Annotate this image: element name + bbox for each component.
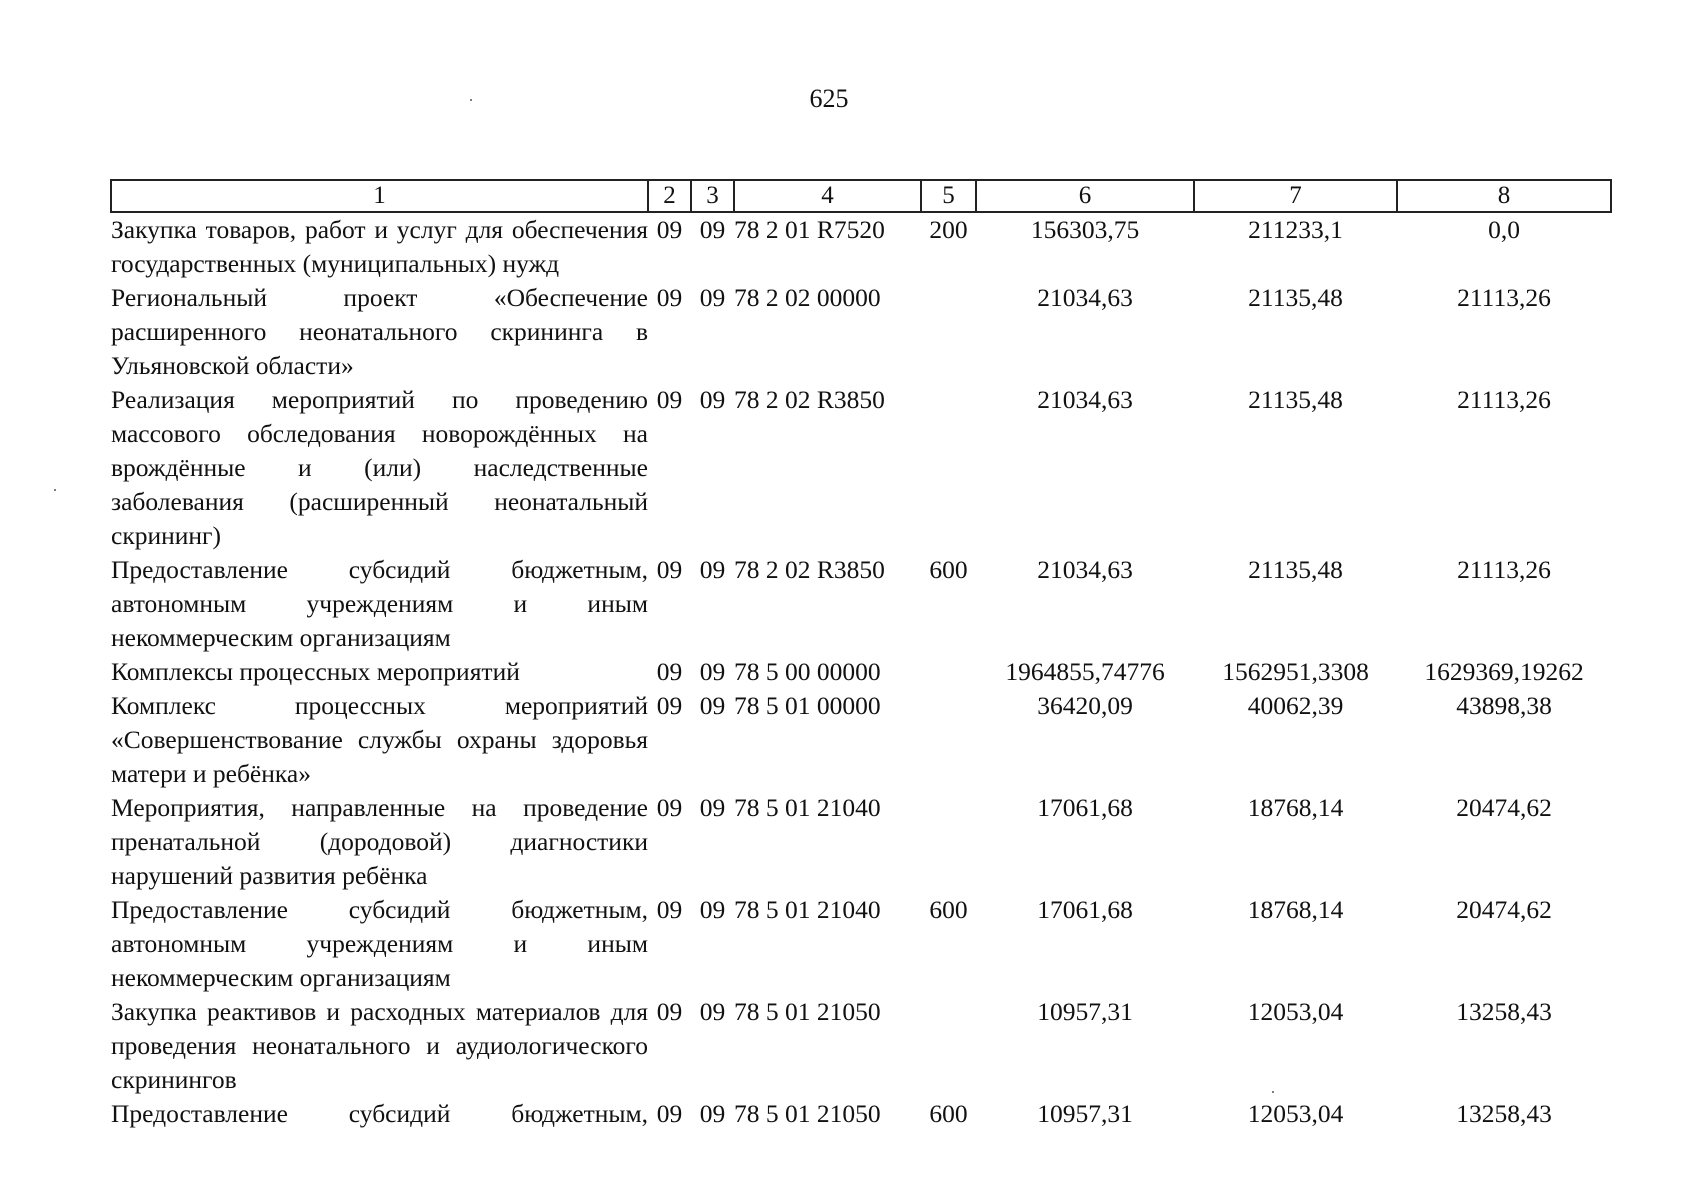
- row-amount-col8: 13258,43: [1456, 997, 1552, 1026]
- row-subsection: 09: [699, 657, 726, 686]
- row-expense-type: 600: [929, 895, 968, 924]
- row-amount-col6: 17061,68: [1037, 793, 1133, 822]
- row-target-code: 78 5 00 00000: [734, 657, 881, 686]
- row-name: Закупка товаров, работ и услуг для обеспечения государственных (муниципальных) нужд: [111, 215, 648, 278]
- row-amount-col6: 17061,68: [1037, 895, 1133, 924]
- row-amount-col6: 10957,31: [1037, 1099, 1133, 1128]
- row-target-code: 78 5 01 21050: [734, 997, 881, 1026]
- row-target-code: 78 5 01 21040: [734, 895, 881, 924]
- table-row: [111, 791, 1611, 893]
- row-name: Комплексы процессных мероприятий: [111, 657, 520, 686]
- row-amount-col6: 21034,63: [1037, 385, 1133, 414]
- scan-speck: [54, 489, 56, 491]
- row-section: 09: [656, 1099, 683, 1128]
- budget-table: [110, 179, 1612, 1131]
- row-name: Реализация мероприятий по проведению массового обследования новорождённых на врождённые и (или) наследственные заболевания (расширенный неонатальный скрининг): [111, 385, 648, 550]
- page-number: 625: [809, 84, 849, 113]
- row-target-code: 78 5 01 21050: [734, 1099, 881, 1128]
- table-row: [111, 655, 1611, 689]
- row-section: 09: [656, 691, 683, 720]
- row-expense-type: [921, 791, 976, 893]
- scan-speck: [470, 99, 472, 101]
- column-header-6: 6: [976, 180, 1194, 212]
- column-header-2: 2: [648, 180, 691, 212]
- table-row: [111, 995, 1611, 1097]
- row-expense-type: [921, 655, 976, 689]
- row-subsection: 09: [699, 691, 726, 720]
- column-header-1: 1: [111, 180, 648, 212]
- row-amount-col8: 21113,26: [1457, 555, 1551, 584]
- row-expense-type: [921, 995, 976, 1097]
- row-expense-type: [921, 281, 976, 383]
- row-amount-col7: 40062,39: [1247, 691, 1344, 720]
- row-amount-col8: 20474,62: [1456, 895, 1552, 924]
- column-number-header-row: [111, 180, 1611, 212]
- row-amount-col7: 18768,14: [1247, 793, 1344, 822]
- table-row: [111, 689, 1611, 791]
- table-row: [111, 553, 1611, 655]
- row-name: Предоставление субсидий бюджетным, автономным учреждениям и иным некоммерческим организациям: [111, 895, 648, 992]
- row-amount-col7: 21135,48: [1248, 555, 1343, 584]
- row-target-code: 78 2 02 00000: [734, 283, 881, 312]
- column-header-3: 3: [691, 180, 734, 212]
- row-amount-col8: 1629369,19262: [1424, 657, 1584, 686]
- row-target-code: 78 2 02 R3850: [734, 385, 885, 414]
- row-amount-col7: 18768,14: [1247, 895, 1344, 924]
- column-header-8: 8: [1397, 180, 1611, 212]
- row-section: 09: [656, 555, 683, 584]
- row-amount-col8: 20474,62: [1456, 793, 1552, 822]
- row-subsection: 09: [699, 1099, 726, 1128]
- row-name: Предоставление субсидий бюджетным,: [111, 1099, 648, 1128]
- row-target-code: 78 2 01 R7520: [734, 215, 885, 244]
- row-subsection: 09: [699, 215, 726, 244]
- row-section: 09: [656, 215, 683, 244]
- row-amount-col7: 21135,48: [1248, 385, 1343, 414]
- table-row: [111, 383, 1611, 553]
- row-expense-type: 200: [929, 215, 968, 244]
- row-subsection: 09: [699, 283, 726, 312]
- row-amount-col7: 211233,1: [1248, 215, 1343, 244]
- row-amount-col6: 36420,09: [1037, 691, 1133, 720]
- row-name: Мероприятия, направленные на проведение пренатальной (дородовой) диагностики нарушений развития ребёнка: [111, 793, 648, 890]
- row-amount-col7: 1562951,3308: [1222, 657, 1369, 686]
- row-amount-col8: 21113,26: [1457, 283, 1551, 312]
- row-amount-col8: 13258,43: [1456, 1099, 1552, 1128]
- row-subsection: 09: [699, 895, 726, 924]
- column-header-5: 5: [921, 180, 976, 212]
- row-name: Комплекс процессных мероприятий «Совершенствование службы охраны здоровья матери и ребёнка»: [111, 691, 648, 788]
- table-row: [111, 212, 1611, 281]
- row-amount-col8: 43898,38: [1456, 691, 1552, 720]
- table-row: [111, 893, 1611, 995]
- row-target-code: 78 2 02 R3850: [734, 555, 885, 584]
- row-expense-type: [921, 383, 976, 553]
- row-section: 09: [656, 895, 683, 924]
- row-target-code: 78 5 01 00000: [734, 691, 881, 720]
- table-row: [111, 281, 1611, 383]
- row-expense-type: [921, 689, 976, 791]
- row-subsection: 09: [699, 793, 726, 822]
- table-row: [111, 1097, 1611, 1131]
- row-amount-col6: 156303,75: [1030, 215, 1140, 244]
- column-header-7: 7: [1194, 180, 1397, 212]
- row-subsection: 09: [699, 555, 726, 584]
- row-target-code: 78 5 01 21040: [734, 793, 881, 822]
- row-amount-col8: 0,0: [1488, 215, 1520, 244]
- row-section: 09: [656, 657, 683, 686]
- row-section: 09: [656, 997, 683, 1026]
- row-section: 09: [656, 385, 683, 414]
- row-amount-col6: 10957,31: [1037, 997, 1133, 1026]
- row-name: Региональный проект «Обеспечение расширенного неонатального скрининга в Ульяновской области»: [111, 283, 648, 380]
- row-subsection: 09: [699, 997, 726, 1026]
- row-amount-col6: 1964855,74776: [1005, 657, 1165, 686]
- row-expense-type: 600: [929, 555, 968, 584]
- row-name: Предоставление субсидий бюджетным, автономным учреждениям и иным некоммерческим организациям: [111, 555, 648, 652]
- row-section: 09: [656, 283, 683, 312]
- row-amount-col7: 12053,04: [1247, 1099, 1344, 1128]
- row-amount-col6: 21034,63: [1037, 283, 1133, 312]
- column-header-4: 4: [734, 180, 921, 212]
- row-subsection: 09: [699, 385, 726, 414]
- row-amount-col8: 21113,26: [1457, 385, 1551, 414]
- row-section: 09: [656, 793, 683, 822]
- row-name: Закупка реактивов и расходных материалов для проведения неонатального и аудиологического скринингов: [111, 997, 648, 1094]
- row-amount-col7: 12053,04: [1247, 997, 1344, 1026]
- row-amount-col6: 21034,63: [1037, 555, 1133, 584]
- row-amount-col7: 21135,48: [1248, 283, 1343, 312]
- row-expense-type: 600: [929, 1099, 968, 1128]
